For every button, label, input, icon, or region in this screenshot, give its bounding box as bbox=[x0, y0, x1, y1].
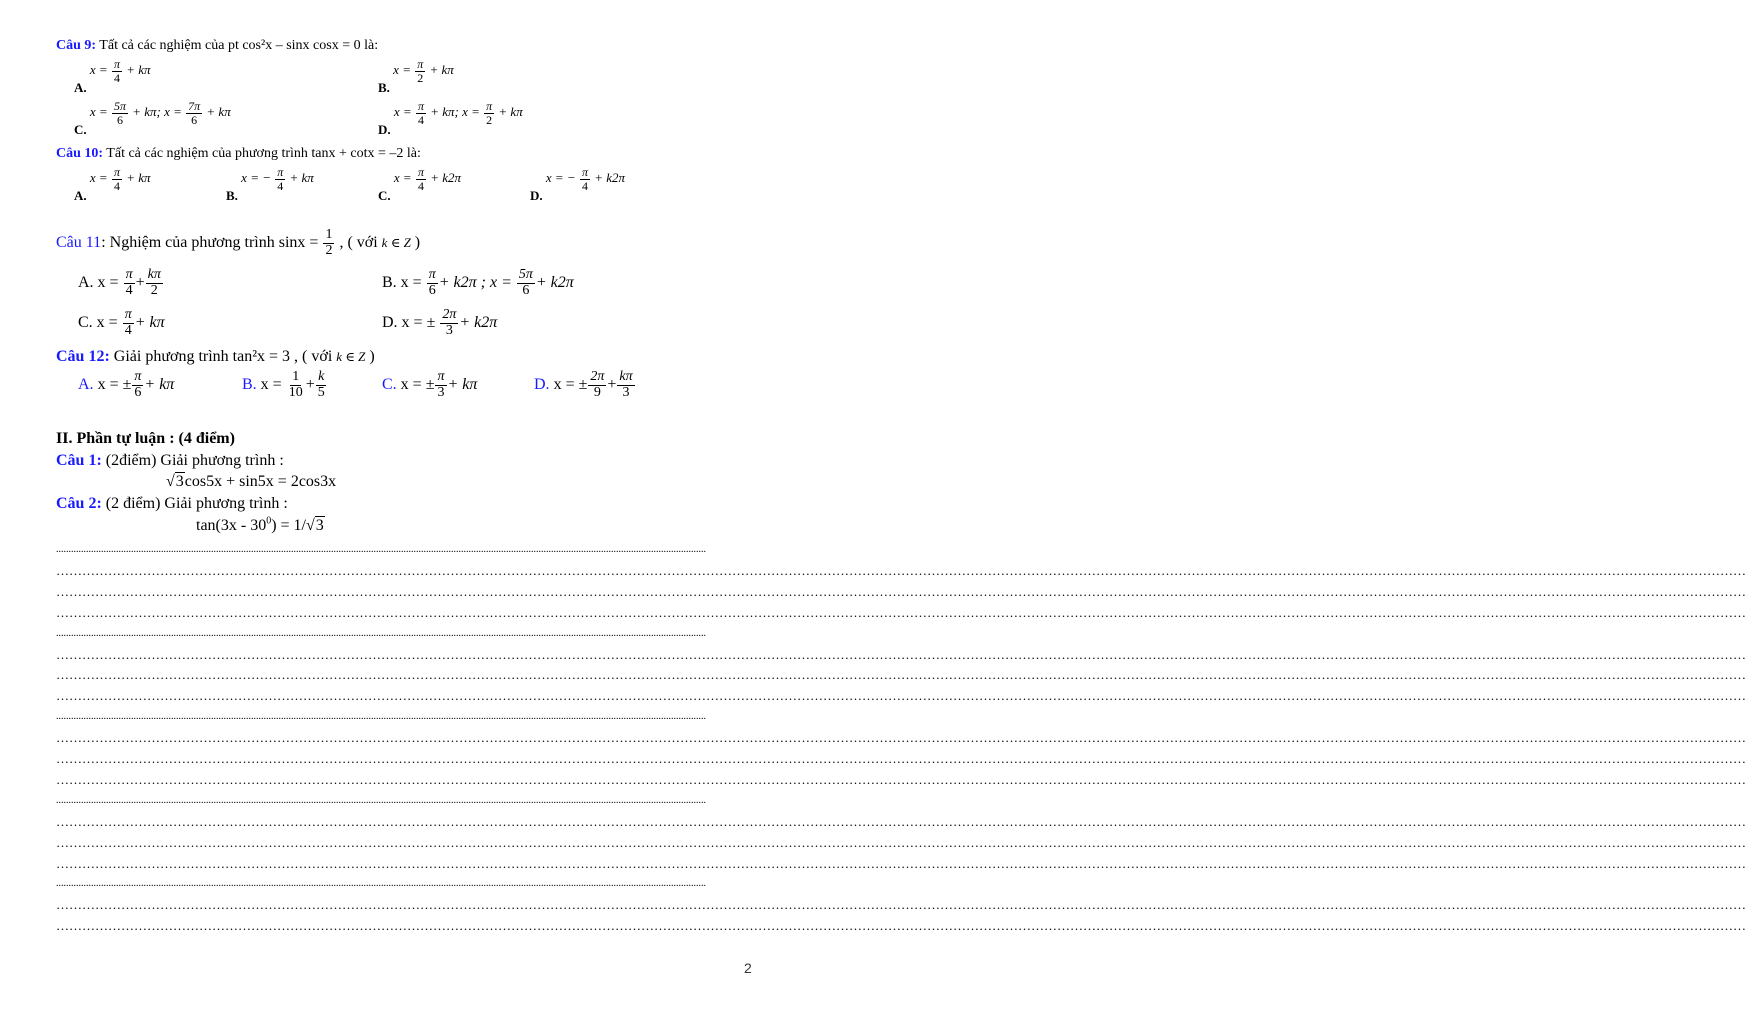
q10-option-a: A. x = $\frac{\pi}{4}$ + kπ bbox=[74, 165, 151, 204]
q12-option-d: D. x = ± $\frac{2\pi}{9}$ + $\frac{k\pi}{3}$ bbox=[534, 369, 633, 400]
part2-question-1: Câu 1: (2điểm) Giải phương trình : bbox=[56, 452, 284, 469]
q9-option-a: A. x = $\frac{\pi}{4}$ + kπ bbox=[74, 57, 151, 96]
answer-line: .................................................................................................................................................................................................................................................................... bbox=[56, 795, 706, 806]
q10-option-c: C. x = $\frac{\pi}{4}$ + k2π bbox=[378, 165, 462, 204]
q11-option-c: C. x = $\frac{\pi}{4}$ + kπ bbox=[78, 307, 165, 338]
answer-line: .................................................................................................................................................................................................................................................................... bbox=[56, 544, 706, 555]
q12-heading: Câu 12: Giải phương trình tan²x = 3 , ( với k ∈ Z ) bbox=[56, 348, 375, 365]
answer-line: ………………………………………………………………………………………………………………………………………………………………………………………………………………………………………………………………………………………………………………………………………………………… bbox=[56, 751, 1746, 766]
answer-line: ………………………………………………………………………………………………………………………………………………………………………………………………………………………………………………………………………………………………………………………………………………………… bbox=[56, 688, 1746, 703]
answer-line: .................................................................................................................................................................................................................................................................... bbox=[56, 878, 706, 889]
q12-option-b: B. x = $\frac{1}{10}$ + $\frac{k}{5}$ bbox=[242, 369, 325, 400]
q10-label: Câu 10: bbox=[56, 146, 104, 161]
answer-line: ………………………………………………………………………………………………………………………………………………………………………………………………………………………………………………………………………………………………………………………………………………………… bbox=[56, 647, 1746, 662]
answer-line: ………………………………………………………………………………………………………………………………………………………………………………………………………………………………………………………………………………………………………………………………………………………… bbox=[56, 584, 1746, 599]
answer-line: ………………………………………………………………………………………………………………………………………………………………………………………………………………………………………………………………………………………………………………………………………………………… bbox=[56, 772, 1746, 787]
q10-option-b: B. x = − $\frac{\pi}{4}$ + kπ bbox=[226, 165, 314, 204]
answer-line: .................................................................................................................................................................................................................................................................... bbox=[56, 628, 706, 639]
answer-line: ………………………………………………………………………………………………………………………………………………………………………………………………………………………………………………………………………………………………………………………………………………………… bbox=[56, 814, 1746, 829]
q10-heading bbox=[56, 146, 421, 162]
answer-line: ………………………………………………………………………………………………………………………………………………………………………………………………………………………………………………………………………………………………………………………………………………………… bbox=[56, 605, 1746, 620]
answer-line: ………………………………………………………………………………………………………………………………………………………………………………………………………………………………………………………………………………………………………………………………………………………… bbox=[56, 730, 1746, 745]
q11-heading: Câu 11: Nghiệm của phương trình sinx = $\frac{1}{2}$ , ( với k ∈ Z ) bbox=[56, 227, 421, 258]
answer-line: .................................................................................................................................................................................................................................................................... bbox=[56, 711, 706, 722]
page-number: 2 bbox=[744, 960, 752, 976]
q12-option-c: C. x = ± $\frac{\pi}{3}$ + kπ bbox=[382, 369, 478, 400]
answer-line: ………………………………………………………………………………………………………………………………………………………………………………………………………………………………………………………………………………………………………………………………………………………… bbox=[56, 856, 1746, 871]
answer-line: ………………………………………………………………………………………………………………………………………………………………………………………………………………………………………………………………………………………………………………………………………………………… bbox=[56, 835, 1746, 850]
q10-option-d: D. x = − $\frac{\pi}{4}$ + k2π bbox=[530, 165, 626, 204]
q9-heading bbox=[56, 38, 378, 54]
part2-question-2-equation: $\tan(3x - 30^0) = 1/√3$ bbox=[196, 515, 324, 534]
part2-question-2: Câu 2: (2 điểm) Giải phương trình : bbox=[56, 495, 288, 512]
q11-option-d: D. x = ± $\frac{2\pi}{3}$ + k2π bbox=[382, 307, 498, 338]
answer-line: ………………………………………………………………………………………………………………………………………………………………………………………………………………………………………………………………………………………………………………………………………………………… bbox=[56, 918, 1746, 933]
q11-label: Câu 11 bbox=[56, 233, 102, 251]
q9-text: Tất cả các nghiệm của pt cos²x – sinx cosx = 0 là: bbox=[96, 38, 379, 53]
q9-option-c: C. x = $\frac{5\pi}{6}$ + kπ; x = $\frac{7\pi}{6}$ + kπ bbox=[74, 99, 231, 138]
q12-option-a: A. x = ± $\frac{\pi}{6}$ + kπ bbox=[78, 369, 175, 400]
q10-text: Tất cả các nghiệm của phương trình tanx + cotx = –2 là: bbox=[103, 146, 421, 161]
answer-line: ………………………………………………………………………………………………………………………………………………………………………………………………………………………………………………………………………………………………………………………………………………………… bbox=[56, 563, 1746, 578]
answer-line: ………………………………………………………………………………………………………………………………………………………………………………………………………………………………………………………………………………………………………………………………………………………… bbox=[56, 897, 1746, 912]
answer-line: ………………………………………………………………………………………………………………………………………………………………………………………………………………………………………………………………………………………………………………………………………………………… bbox=[56, 667, 1746, 682]
q9-option-b: B. x = $\frac{\pi}{2}$ + kπ bbox=[378, 57, 454, 96]
q11-option-b: B. x = $\frac{\pi}{6}$ + k2π ; x = $\frac{5\pi}{6}$ + k2π bbox=[382, 267, 574, 298]
part2-question-1-equation: √3cos5x + sin5x = 2cos3x bbox=[166, 473, 337, 490]
q9-label: Câu 9: bbox=[56, 38, 97, 53]
q9-option-d: D. x = $\frac{\pi}{4}$ + kπ; x = $\frac{\pi}{2}$ + kπ bbox=[378, 99, 523, 138]
part2-title: II. Phần tự luận : (4 điểm) bbox=[56, 430, 235, 447]
q11-option-a: A. x = $\frac{\pi}{4}$ + $\frac{k\pi}{2}$ bbox=[78, 267, 161, 298]
q12-label: Câu 12: bbox=[56, 348, 110, 365]
